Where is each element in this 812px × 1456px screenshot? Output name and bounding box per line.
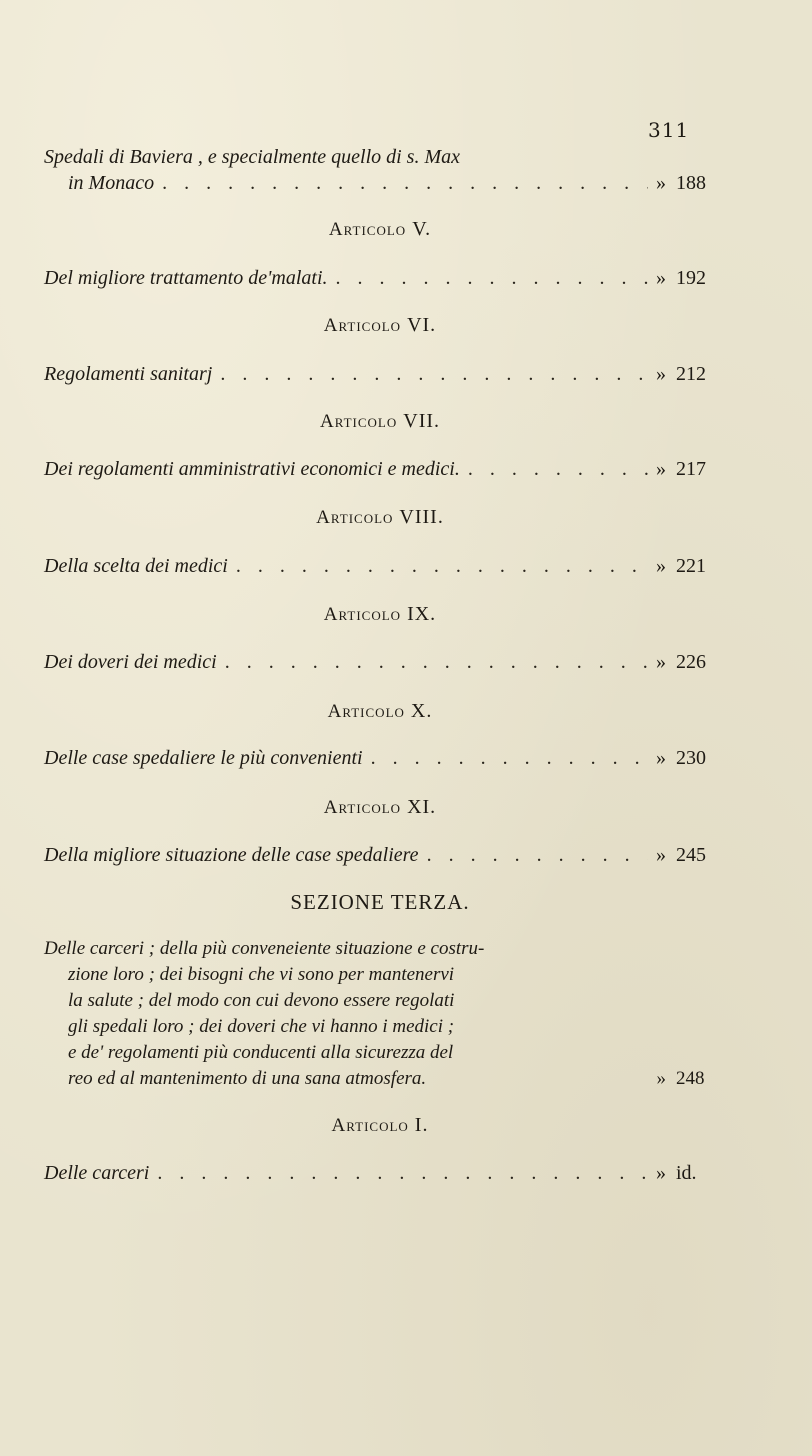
- toc-entry-title: Delle carceri: [44, 1162, 150, 1184]
- toc-entry-line: [44, 456, 716, 482]
- toc-entry-page: 221: [676, 555, 706, 577]
- toc-entry-title: Regolamenti sanitarj: [44, 363, 213, 385]
- toc-entry-line: [44, 1160, 716, 1186]
- article-heading: [0, 796, 760, 819]
- article-label: Articolo: [323, 315, 402, 336]
- article-number: VII.: [403, 410, 441, 432]
- section-summary-line: [44, 1066, 716, 1092]
- article-label: Articolo: [323, 604, 402, 625]
- article-heading: [0, 218, 760, 241]
- dot-leader: [468, 456, 648, 482]
- dot-leader: [220, 361, 648, 387]
- toc-entry: [44, 144, 716, 196]
- toc-entry: [44, 1160, 716, 1186]
- toc-entry: [44, 842, 716, 868]
- toc-entry-line: [44, 745, 716, 771]
- toc-entry-line: [44, 265, 716, 291]
- dot-leader: [427, 842, 648, 868]
- toc-entry-page: 230: [676, 747, 706, 769]
- ditto-mark: »: [656, 363, 666, 385]
- section-summary-line: e de' regolamenti più conducenti alla sicurezza del: [68, 1042, 454, 1063]
- toc-entry: [44, 361, 716, 387]
- dot-leader: [162, 170, 648, 196]
- toc-entry-page: 192: [676, 267, 706, 289]
- article-heading: [0, 410, 760, 433]
- section-summary-line: Delle carceri ; della più conveneiente situazione e costru-: [44, 938, 485, 959]
- article-number: VI.: [407, 314, 437, 336]
- ditto-mark: »: [656, 172, 666, 194]
- section-summary-page: 248: [676, 1068, 705, 1089]
- toc-entry-title: Del migliore trattamento de'malati.: [44, 267, 328, 289]
- ditto-mark: »: [656, 1162, 666, 1184]
- toc-entry-title: Della scelta dei medici: [44, 555, 228, 577]
- toc-entry-line: [44, 144, 716, 170]
- ditto-mark: »: [656, 844, 666, 866]
- toc-entry-title: Delle case spedaliere le più convenienti: [44, 747, 363, 769]
- article-heading: [0, 1114, 760, 1137]
- article-heading: [0, 314, 760, 337]
- toc-entry-page: 217: [676, 458, 706, 480]
- article-number: V.: [412, 218, 432, 240]
- section-summary-text: reo ed al mantenimento di una sana atmosfera.: [68, 1068, 427, 1089]
- article-label: Articolo: [316, 507, 394, 528]
- dot-leader: [157, 1160, 648, 1186]
- toc-entry-page: 245: [676, 844, 706, 866]
- article-number: I.: [414, 1114, 429, 1136]
- article-number: IX.: [407, 603, 437, 625]
- toc-entry-line: [44, 170, 716, 196]
- section-summary-line: zione loro ; dei bisogni che vi sono per mantenervi: [68, 964, 455, 985]
- ditto-mark: »: [656, 267, 666, 289]
- ditto-mark: »: [656, 747, 666, 769]
- toc-entry-title: in Monaco: [68, 172, 155, 194]
- article-label: Articolo: [327, 701, 405, 722]
- toc-entry-page: 188: [676, 172, 706, 194]
- toc-entry: [44, 456, 716, 482]
- page-number: 311: [648, 118, 690, 142]
- article-number: X.: [410, 700, 433, 722]
- article-heading: [0, 700, 760, 723]
- section-summary-line: la salute ; del modo con cui devono essere regolati: [68, 990, 455, 1011]
- toc-entry-title: Dei regolamenti amministrativi economici e medici.: [44, 458, 460, 480]
- toc-entry-page: 226: [676, 651, 706, 673]
- article-label: Articolo: [331, 1115, 409, 1136]
- article-heading: [0, 506, 760, 529]
- dot-leader: [336, 265, 648, 291]
- dot-leader: [236, 553, 648, 579]
- toc-entry-page: id.: [676, 1162, 697, 1184]
- section-summary-line: gli spedali loro ; dei doveri che vi hanno i medici ;: [68, 1016, 455, 1037]
- toc-entry: [44, 265, 716, 291]
- toc-entry-title: Dei doveri dei medici: [44, 651, 217, 673]
- toc-entry-line: [44, 361, 716, 387]
- article-label: Articolo: [319, 411, 398, 432]
- dot-leader: [225, 649, 648, 675]
- toc-entry-line: [44, 842, 716, 868]
- article-number: XI.: [407, 796, 437, 818]
- section-title: SEZIONE TERZA.: [290, 890, 470, 914]
- article-label: Articolo: [328, 219, 407, 240]
- toc-entry: [44, 553, 716, 579]
- toc-entry-line: [44, 553, 716, 579]
- toc-entry: [44, 745, 716, 771]
- article-number: VIII.: [399, 506, 444, 528]
- ditto-mark: »: [656, 555, 666, 577]
- ditto-mark: »: [656, 1068, 666, 1089]
- ditto-mark: »: [656, 458, 666, 480]
- toc-entry-title: Spedali di Baviera , e specialmente quello di s. Max: [44, 146, 461, 168]
- ditto-mark: »: [656, 651, 666, 673]
- toc-entry-title: Della migliore situazione delle case spedaliere: [44, 844, 419, 866]
- dot-leader: [371, 745, 648, 771]
- toc-entry-page: 212: [676, 363, 706, 385]
- toc-entry-line: [44, 649, 716, 675]
- article-heading: [0, 603, 760, 626]
- section-summary: [44, 936, 716, 1092]
- toc-entry: [44, 649, 716, 675]
- article-label: Articolo: [323, 797, 402, 818]
